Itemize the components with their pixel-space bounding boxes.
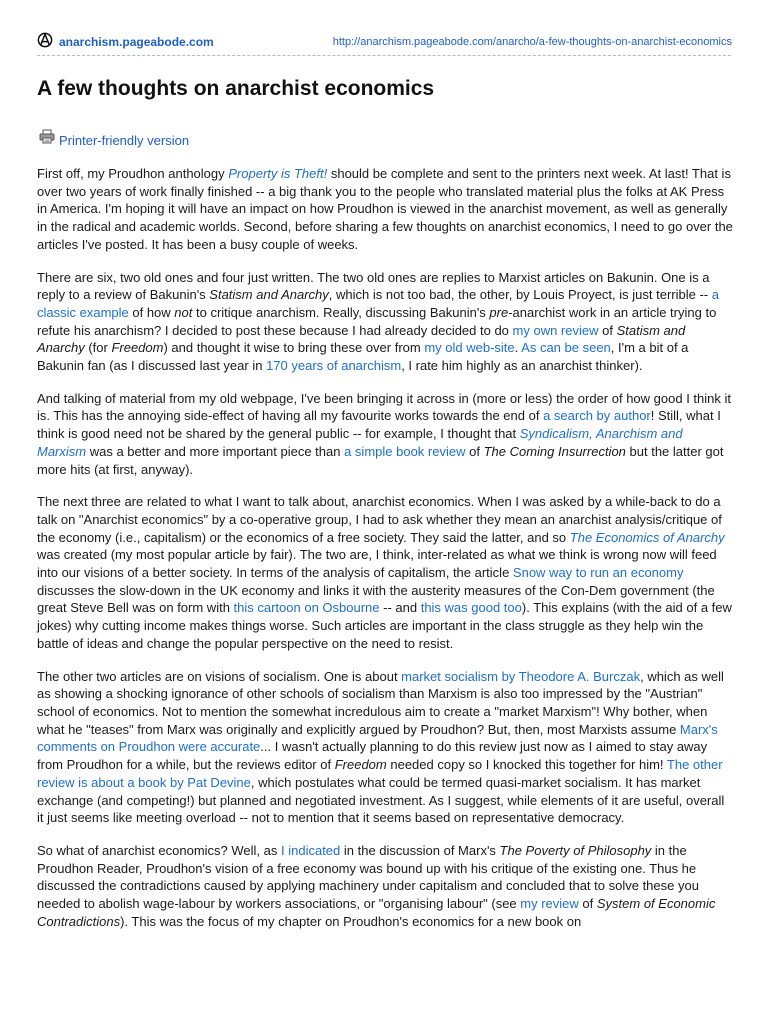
paragraph-text: discusses the slow-down in the UK economy and links it with the austerity measures of the Con-Dem government (the great Steve Bell was on form with [37,582,715,616]
paragraph-text: of [465,443,484,459]
header-divider [37,55,731,56]
paragraph-text: -- and [379,600,421,616]
page-title: A few thoughts on anarchist economics [37,77,435,100]
paragraph-text: in the discussion of Marx's [340,842,500,858]
paragraph-text: of how [128,304,175,320]
inline-link[interactable]: a search by author [543,408,651,424]
inline-link[interactable]: The other review is about a book by Pat Devine [37,757,723,790]
emphasized-text: Statism and Anarchy [209,287,329,303]
emphasized-text: Freedom [111,340,164,356]
inline-link[interactable]: 170 years of anarchism [266,358,402,374]
paragraph-text: in the Proudhon Reader, Proudhon's vision of a free economy was bound up with his critique of the existing one. Thus he discussed the contradictions caused by applying machinery under capitalism and concluded that to solve these you needed to abolish wage-labour by workers associations, or "organising labour" (see [37,842,699,912]
paragraph-text: was a better and more important piece than [86,443,345,459]
paragraph-text: of [598,322,617,338]
paragraph-text: ... I wasn't actually planning to do this review just now as I aimed to stay away from Proudhon for a while, but the reviews editor of [37,739,708,773]
inline-link[interactable]: my old web-site [424,340,515,356]
emphasized-text: Statism and Anarchy [37,322,686,356]
inline-link[interactable]: this cartoon on Osbourne [233,600,380,616]
paragraph-text: should be complete and sent to the printers next week. At last! That is over two years of work finally finished -- a big thank you to the people who translated material plus the folks at AK Press in America. I'm hoping it will have an impact on how Proudhon is viewed in the anarchist movement, as well as generally in the radical and academic worlds. Second, before sharing a few thoughts on anarchist economics, I need to go over the articles I've posted. It has been a busy couple of weeks. [37,166,733,252]
article-paragraph [37,390,734,479]
paragraph-text: There are six, two old ones and four just written. The two old ones are replies to Marxist articles on Bakunin. One is a reply to a review of Bakunin's [37,269,710,303]
inline-link[interactable]: Snow way to run an economy [512,565,684,581]
printer-friendly-label[interactable]: Printer-friendly version [59,133,190,148]
article-paragraph [37,668,734,827]
site-identity[interactable] [37,32,214,53]
paragraph-text: needed copy so I knocked this together for him! [386,757,667,773]
inline-link[interactable]: market socialism by Theodore A. Burczak [401,668,641,684]
paragraph-text: , I rate him highly as an anarchist thinker). [401,358,643,374]
article-paragraph [37,493,734,652]
article-paragraph [37,165,734,254]
article-body [37,165,734,945]
inline-link[interactable]: Syndicalism, Anarchism and Marxism [37,426,683,459]
article-paragraph [37,269,734,375]
emphasized-text: pre [489,304,509,320]
page-header [37,33,732,51]
inline-link[interactable]: a classic example [37,287,719,320]
inline-link[interactable]: Marx's comments on Proudhon were accurate [37,721,718,755]
paragraph-text: So what of anarchist economics? Well, as [37,842,281,858]
printer-friendly-link[interactable] [39,129,189,149]
anarchy-circle-a-icon [37,32,53,53]
paragraph-text: ). This explains (with the aid of a few jokes) why cutting income makes things worse. Such articles are important in the class struggle as they help win the battle of ideas and change the popular perspective on the need to resist. [37,600,732,651]
inline-link[interactable]: my review [520,896,579,912]
paragraph-text: , I'm a bit of a Bakunin fan (as I discussed last year in [37,340,689,374]
paragraph-text: And talking of material from my old webpage, I've been bringing it across in (more or less) the order of how good I think it is. This has the annoying side-effect of having all my favourite works towards the end of [37,390,731,424]
paragraph-text: The other two articles are on visions of socialism. One is about [37,668,402,684]
paragraph-text: The next three are related to what I want to talk about, anarchist economics. When I was asked by a while-back to do a talk on "Anarchist economics" by a co-operative group, I had to ask whether they mean an anarchist analysis/critique of the economy (i.e., capitalism) or the economics of a free society. They said the latter, and so [37,494,722,545]
paragraph-text: , which is not too bad, the other, by Louis Proyect, is just terrible -- [328,287,712,303]
emphasized-text: The Coming Insurrection [483,443,626,459]
paragraph-text: -anarchist work in an article trying to refute his anarchism? I decided to post these because I had already decided to do [37,304,717,338]
paragraph-text: ! Still, what I think is good need not be shared by the general public -- for example, I thought that [37,408,721,442]
paragraph-text: (for [84,340,112,356]
inline-link[interactable]: a simple book review [344,443,466,459]
paragraph-text: ) and thought it wise to bring these over from [163,340,425,356]
paragraph-text: ). This was the focus of my chapter on Proudhon's economics for a new book on [120,913,582,929]
paragraph-text: but the latter got more hits (at first, anyway). [37,443,724,477]
inline-link[interactable]: As can be seen [521,340,611,356]
emphasized-text: The Poverty of Philosophy [499,842,652,858]
inline-link[interactable]: Property is Theft! [228,166,328,181]
emphasized-text: not [174,304,193,320]
paragraph-text: , which postulates what could be termed quasi-market socialism. It has market exchange (and competing!) but planned and negotiated investment. As I suggest, while elements of it are useful, overall it just seems like meeting overload -- not to mention that it seems based on representative democracy. [37,774,725,826]
emphasized-text: Freedom [334,757,387,773]
paragraph-text: to critique anarchism. Really, discussing Bakunin's [192,304,490,320]
article-paragraph [37,842,734,931]
inline-link[interactable]: my own review [512,322,599,338]
inline-link[interactable]: I indicated [281,842,341,858]
printer-icon [39,129,55,149]
inline-link[interactable]: this was good too [420,600,522,616]
paragraph-text: First off, my Proudhon anthology [37,166,229,181]
paragraph-text: was created (my most popular article by fair). The two are, I think, inter-related as what we think is wrong now will feed into our visions of a better society. In terms of the analysis of capitalism, the article [37,547,717,581]
paragraph-text: , which as well as showing a shocking ignorance of other schools of socialism than Marxism is also too impressed by the "Austrian" school of economics. Not to mention the somewhat incredulous aim to create a "market Marxism"! Why bother, when what he "teases" from Marx was originally and explicitly argued by Proudhon? But, then, most Marxists assume [37,668,724,737]
emphasized-text: System of Economic Contradictions [37,896,716,929]
inline-link[interactable]: The Economics of Anarchy [569,529,725,545]
site-name-link[interactable]: anarchism.pageabode.com [59,35,214,49]
paragraph-text: of [578,896,597,912]
page-url-link[interactable]: http://anarchism.pageabode.com/anarcho/a-few-thoughts-on-anarchist-economics [332,36,732,48]
paragraph-text: . [514,340,522,356]
